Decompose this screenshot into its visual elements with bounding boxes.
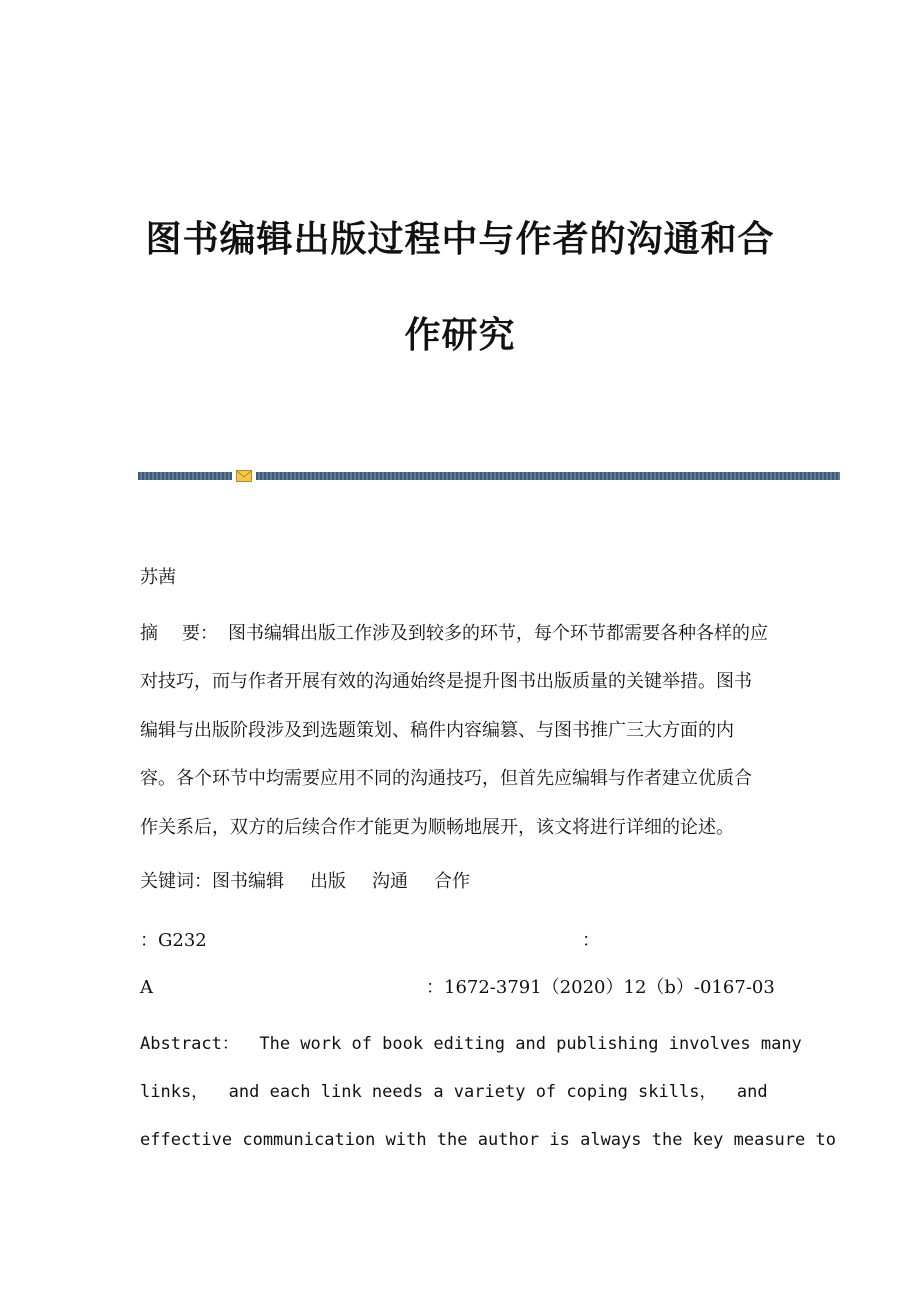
abstract-label-char-1: 摘	[140, 623, 158, 644]
abstract-text-line-1: 图书编辑出版工作涉及到较多的环节，每个环节都需要各种各样的应	[228, 623, 768, 644]
paper-title-line-2: 作研究	[404, 315, 516, 356]
abstract-label	[140, 622, 228, 646]
divider-bar-right	[256, 472, 840, 480]
english-abstract-line-1: Abstract： The work of book editing and publishing involves many	[140, 1034, 802, 1054]
abstract-label-char-2: 要：	[182, 623, 218, 644]
chinese-abstract	[140, 622, 790, 864]
classification-code: ：G232	[140, 930, 207, 951]
classification-colon: ：	[582, 930, 600, 951]
article-number: ：1672-3791（2020）12（b）-0167-03	[426, 977, 775, 998]
keywords	[140, 870, 470, 894]
abstract-text-line-4: 容。各个环节中均需要应用不同的沟通技巧，但首先应编辑与作者建立优质合	[140, 768, 752, 790]
abstract-text-line-2: 对技巧，而与作者开展有效的沟通始终是提升图书出版质量的关键举措。图书	[140, 671, 752, 693]
abstract-text-line-5: 作关系后，双方的后续合作才能更为顺畅地展开，该文将进行详细的论述。	[140, 816, 734, 838]
abstract-line	[140, 622, 790, 646]
classification-line	[140, 929, 610, 953]
paper-title-line-1: 图书编辑出版过程中与作者的沟通和合	[145, 219, 775, 260]
divider-bar-left	[138, 472, 232, 480]
keyword-item: 出版	[310, 871, 346, 892]
english-abstract-line-2: links， and each link needs a variety of coping skills， and	[140, 1082, 768, 1102]
author-name: 苏茜	[140, 567, 176, 588]
keywords-label: 关键词：	[140, 871, 212, 892]
english-abstract-line-3: effective communication with the author is always the key measure to	[140, 1130, 836, 1150]
title-divider	[138, 469, 840, 483]
document-code-line	[140, 976, 775, 1000]
envelope-icon	[236, 470, 252, 482]
document-code: A	[140, 977, 153, 998]
keyword-item: 合作	[434, 871, 470, 892]
keyword-item: 图书编辑	[212, 871, 284, 892]
abstract-text-line-3: 编辑与出版阶段涉及到选题策划、稿件内容编篡、与图书推广三大方面的内	[140, 719, 734, 741]
keyword-item: 沟通	[372, 871, 408, 892]
